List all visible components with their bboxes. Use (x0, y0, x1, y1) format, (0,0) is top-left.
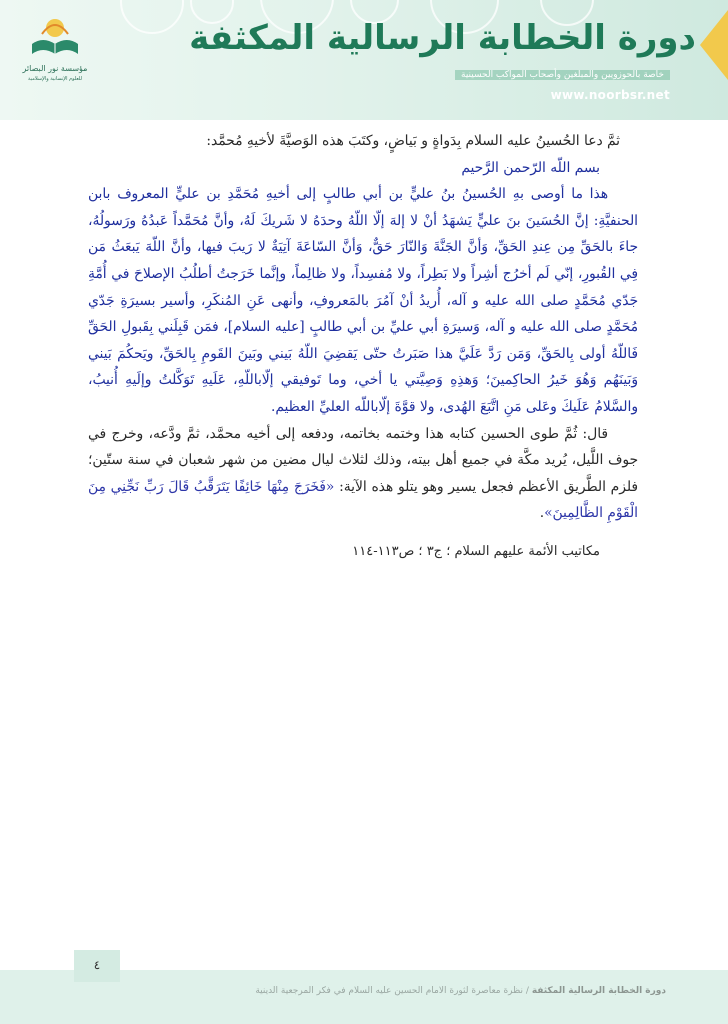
logo-subtitle: للعلوم الإنسانية والإسلامية (28, 76, 82, 82)
page-body (88, 128, 638, 566)
narration-paragraph (88, 421, 638, 527)
footer-caption (255, 986, 666, 996)
will-text: هذا ما أوصى بهِ الحُسينُ بنُ عليٍّ بن أبي طالبٍ إلى أخيهِ مُحَمَّدِ بن عليٍّ المعروف بابن الحنفيَّةِ: إنَّ الحُسَينَ بنَ عليٍّ يَشهَدُ أنْ لا إلهَ إلّا اللّهُ وحدَهُ لا شَريكَ لَهُ، وأنَّ مُحَمَّداً عَبدُهُ ورَسولُهُ، جاءَ بالحَقِّ مِن عِندِ الحَقِّ، وَأنَّ الجَنَّةَ وَالنّارَ حَقٌّ، وَأنَّ السّاعَةَ آتِيَةٌ لا رَيبَ فيها، وأنَّ اللّهَ يَبعَثُ مَن فِي القُبورِ، إنّي لَم أخرُج أشِراً ولا بَطِراً، ولا مُفسِداً، ولا ظالِماً، وإنَّما خَرَجتُ أطلُبُ الإصلاحَ في أُمَّةِ جَدّي مُحَمَّدٍ صلى الله عليه و آله، أُريدُ أنْ آمُرَ بالمَعروفِ، وأنهى عَنِ المُنكَرِ، وأسير بسيرَةِ جَدّي مُحَمَّدٍ صلى الله عليه و آله، وَسيرَةِ أبي عليِّ بن أبي طالبٍ [عليه السلام]، فمَن قَبِلَني بِقَبولِ الحَقِّ فَاللّهُ أولى بِالحَقِّ، وَمَن رَدَّ عَلَيَّ هذا صَبَرتُ حتّى يَقضِيَ اللّهُ بَيني وبَينَ القَومِ بِالحَقِّ، ويَحكُمَ بَيني وَبَينَهُم وَهُوَ خَيرُ الحاكِمينَ؛ وَهذِهِ وَصِيَّتي يا أخي، وما تَوفيقي إلّاباللّهِ، عَلَيهِ تَوَكَّلتُ وإلَيهِ أُنيبُ، والسَّلامُ عَلَيكَ وعَلى مَنِ اتَّبَعَ الهُدى، ولا قوَّةَ إلّاباللّه العليِّ العظيم. (88, 186, 638, 415)
narration-text: قال: ثُمَّ طوى الحسين كتابه هذا وختمه بخاتمه، ودفعه إلى أخيه محمَّد، ثمَّ ودَّعه، وخرج في جوف اللَّيل، يُريد مكَّة في جميع أهل بيته، وذلك لثلاث ليال مضين من شهر شعبان في سنة ستّين؛ فلزم الطَّريق الأعظم فجعل يسير وهو يتلو هذه الآية: (88, 425, 638, 495)
institution-logo (16, 14, 94, 106)
page-number: ٤ (74, 950, 120, 982)
course-subtitle: خاصة بالحوزويين والمبلغين وأصحاب المواكب الحسينية (455, 70, 670, 80)
logo-name: مؤسسة نور البصائر (22, 64, 88, 73)
footer-separator: / (523, 986, 532, 996)
source-citation: مكاتيب الأئمة عليهم السلام ؛ ج٣ ؛ ص١١٣-١١٤ (352, 543, 600, 559)
page-header (0, 0, 728, 120)
website-link[interactable]: www.noorbsr.net (550, 88, 670, 102)
quran-verse: «فَخَرَجَ مِنْهَا خَائِفًا يَتَرَقَّبُ قَالَ رَبِّ نَجِّنِي مِنَ الْقَوْمِ الظَّالِمِينَ» (88, 478, 638, 522)
verse-end-punct: . (539, 505, 545, 522)
basmala-line: بسم اللّه الرّحمن الرَّحيم (461, 159, 600, 176)
intro-paragraph: ثمَّ دعا الحُسينُ عليه السلام بِدَواةٍ و بَياضٍ، وكتَبَ هذه الوَصيَّةَ لأخيهِ مُحمَّد: (206, 133, 620, 149)
book-icon (28, 14, 82, 58)
corner-accent (700, 10, 728, 80)
decorative-circle (120, 0, 184, 34)
footer-course-title: دورة الخطابة الرسالية المكثفة (531, 986, 666, 996)
course-title: دورة الخطابة الرسالية المكثفة (189, 18, 696, 58)
footer-description: نظرة معاصرة لثورة الامام الحسين عليه السلام في فكر المرجعية الدينية (255, 986, 524, 996)
